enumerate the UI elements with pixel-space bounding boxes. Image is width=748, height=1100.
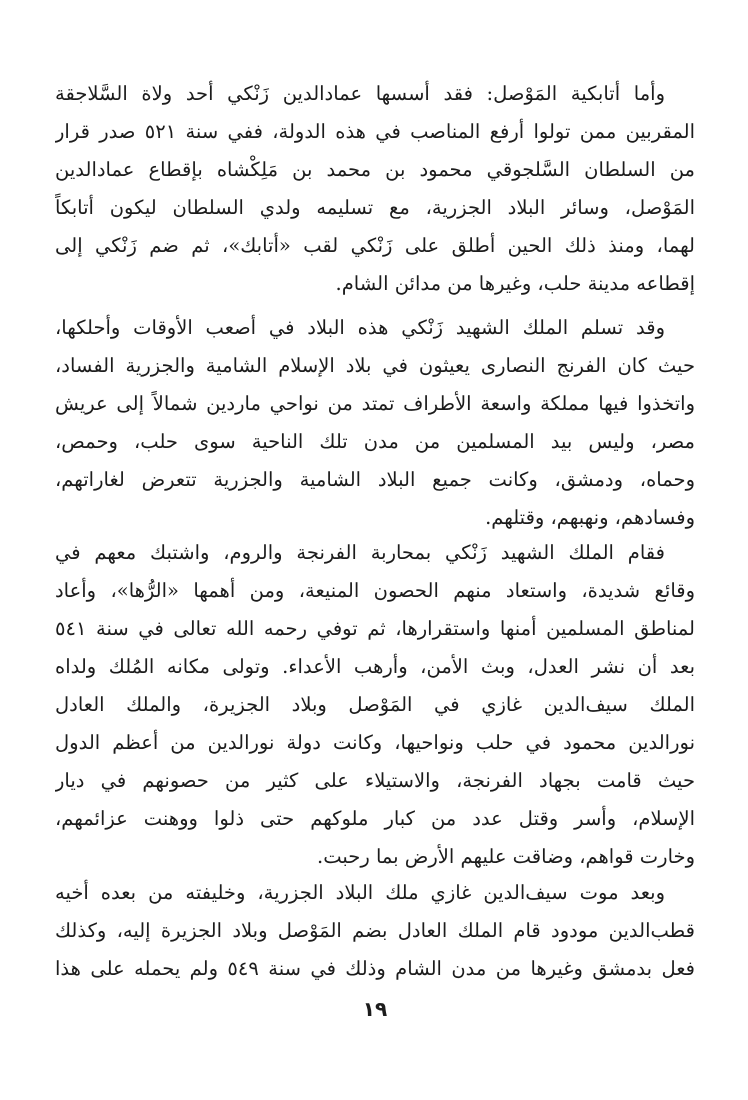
text-line: الملك سيف‌الدين غازي في المَوْصل وبلاد الجزيرة، والملك العادل bbox=[55, 693, 695, 716]
text-line: وبعد موت سيف‌الدين غازي ملك البلاد الجزرية، وخليفته من بعده أخيه bbox=[55, 881, 665, 904]
paragraph-succession bbox=[55, 874, 695, 988]
text-line: قطب‌الدين مودود قام الملك العادل بضم المَوْصل وبلاد الجزيرة إليه، وكذلك bbox=[55, 919, 695, 942]
text-line: وقد تسلم الملك الشهيد زَنْكي هذه البلاد في أصعب الأوقات وأحلكها، bbox=[55, 316, 665, 339]
text-line: وحماه، ودمشق، وكانت جميع البلاد الشامية والجزرية تتعرض لغاراتهم، bbox=[55, 468, 695, 491]
paragraph-zengi-takeover bbox=[55, 309, 695, 537]
text-line: وخارت قواهم، وضاقت عليهم الأرض بما رحبت. bbox=[317, 845, 695, 868]
text-line: الإسلام، وأسر وقتل عدد من كبار ملوكهم حتى ذلوا ووهنت عزائمهم، bbox=[55, 807, 695, 830]
text-line: وفسادهم، ونهبهم، وقتلهم. bbox=[485, 506, 695, 529]
text-line: واتخذوا فيها مملكة واسعة الأطراف تمتد من نواحي ماردين شمالاً إلى عريش bbox=[55, 392, 695, 415]
text-line: نورالدين محمود في حلب ونواحيها، وكانت دولة نورالدين من أعظم الدول bbox=[55, 731, 695, 754]
text-line: مصر، وليس بيد المسلمين من مدن تلك الناحية سوى حلب، وحمص، bbox=[55, 430, 695, 453]
text-line: وأما أتابكية المَوْصل: فقد أسسها عمادالدين زَنْكي أحد ولاة السَّلاجقة bbox=[55, 82, 665, 105]
paragraph-atabek-mosul bbox=[55, 75, 695, 303]
text-line: فعل بدمشق وغيرها من مدن الشام وذلك في سنة ٥٤٩ ولم يحمله على هذا bbox=[55, 957, 695, 980]
text-line: حيث قامت بجهاد الفرنجة، والاستيلاء على كثير من حصونهم في ديار bbox=[55, 769, 695, 792]
paragraph-zengi-wars bbox=[55, 534, 695, 876]
text-line: لمناطق المسلمين أمنها واستقرارها، ثم توفي رحمه الله تعالى في سنة ٥٤١ bbox=[55, 617, 695, 640]
text-line: المقربين ممن تولوا أرفع المناصب في هذه الدولة، ففي سنة ٥٢١ صدر قرار bbox=[55, 120, 695, 143]
text-line: بعد أن نشر العدل، وبث الأمن، وأرهب الأعداء. وتولى مكانه المُلك ولداه bbox=[55, 655, 695, 678]
text-line: فقام الملك الشهيد زَنْكي بمحاربة الفرنجة والروم، واشتبك معهم في bbox=[55, 541, 665, 564]
book-page bbox=[55, 0, 695, 1100]
text-line: إقطاعه مدينة حلب، وغيرها من مدائن الشام. bbox=[335, 272, 695, 295]
text-line: وقائع شديدة، واستعاد منهم الحصون المنيعة، ومن أهمها «الرُّها»، وأعاد bbox=[55, 579, 695, 602]
text-line: المَوْصل، وسائر البلاد الجزرية، مع تسليمه ولدي السلطان ليكون أتابكاً bbox=[55, 196, 695, 219]
page-number: ١٩ bbox=[362, 997, 388, 1021]
text-line: من السلطان السَّلجوقي محمود بن محمد بن مَلِكْشاه بإقطاع عمادالدين bbox=[55, 158, 695, 181]
text-line: لهما، ومنذ ذلك الحين أطلق على زَنْكي لقب «أتابك»، ثم ضم زَنْكي إلى bbox=[55, 234, 695, 257]
text-line: حيث كان الفرنج النصارى يعيثون في بلاد الإسلام الشامية والجزرية الفساد، bbox=[55, 354, 695, 377]
